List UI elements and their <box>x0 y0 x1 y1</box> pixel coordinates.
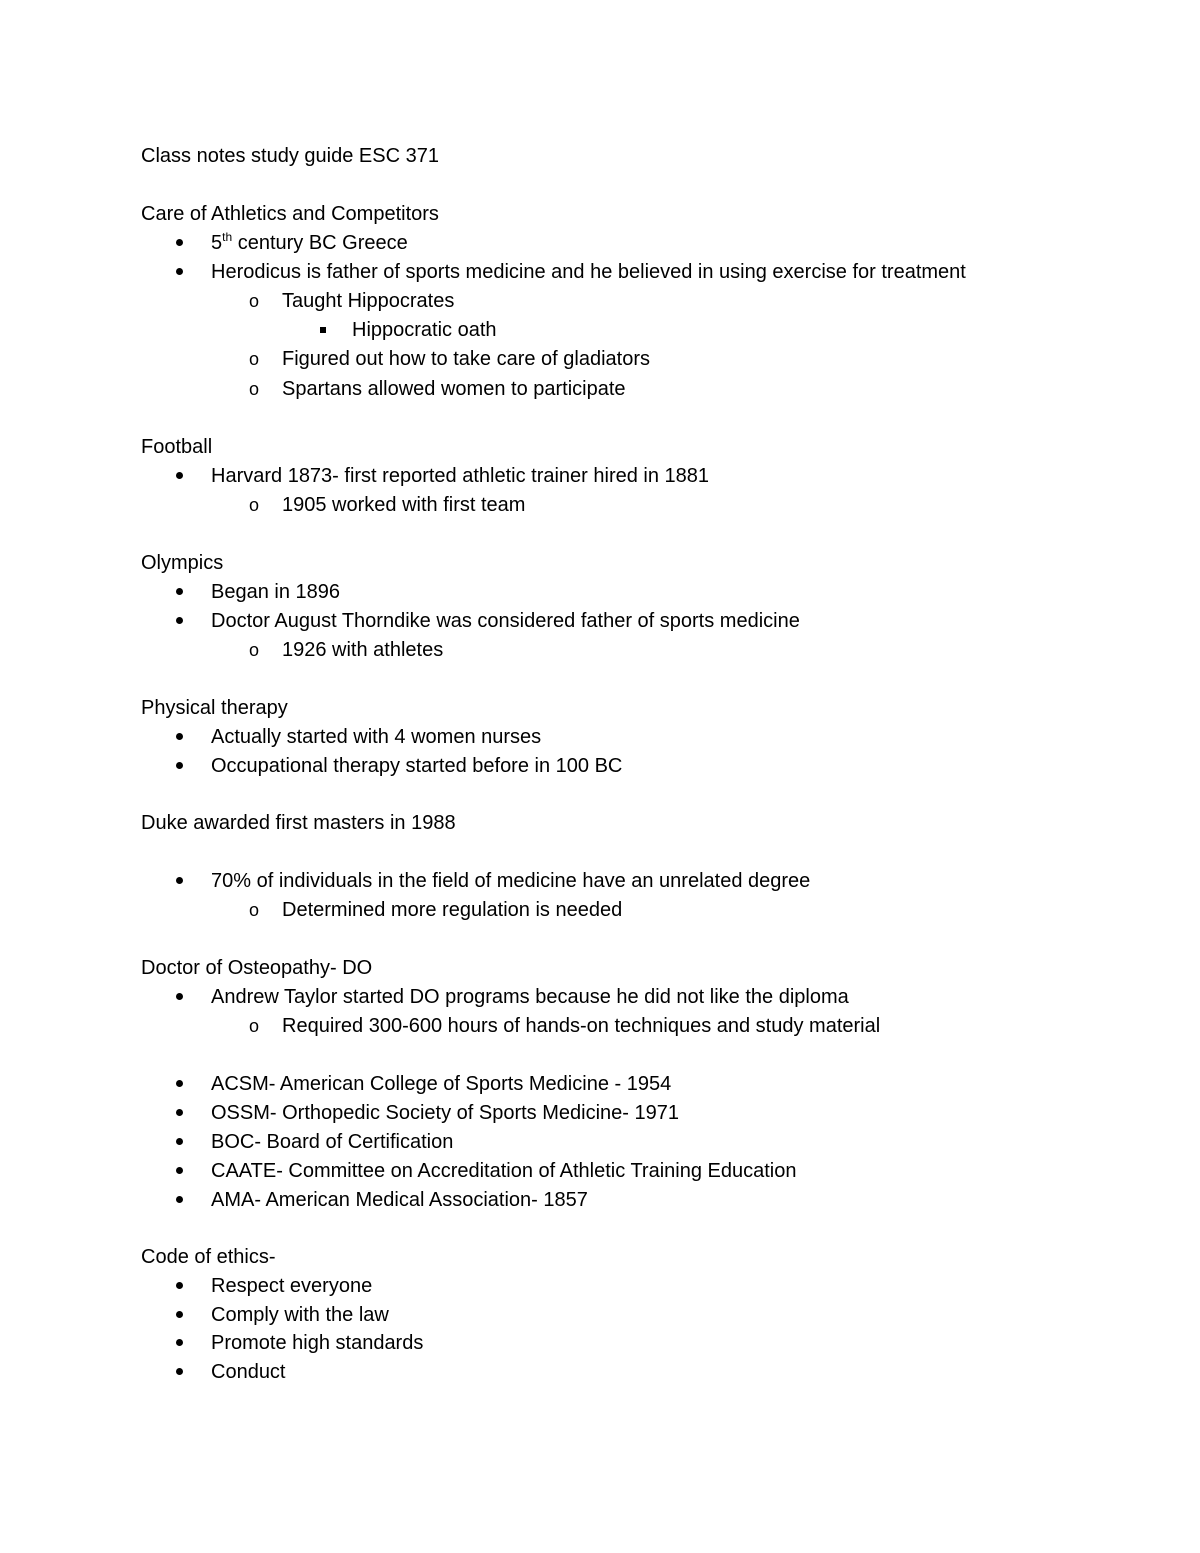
list-item <box>0 1099 1200 1127</box>
list-item-text: BOC- Board of Certification <box>211 1131 454 1153</box>
list-subitem-text: Spartans allowed women to participate <box>282 378 626 400</box>
list-item-text <box>211 229 408 257</box>
bullet-circle: o <box>248 291 259 311</box>
list-item-text: Actually started with 4 women nurses <box>211 726 542 748</box>
list-item-text: Respect everyone <box>211 1275 373 1297</box>
do-heading-text: Doctor of Osteopathy- DO <box>141 957 373 979</box>
section-heading-care <box>0 200 1200 228</box>
list-item-text: ACSM- American College of Sports Medicine - 1954 <box>211 1073 672 1095</box>
list-subitem-text: Taught Hippocrates <box>282 290 455 312</box>
bullet-circle: o <box>248 349 259 369</box>
list-item <box>0 752 1200 780</box>
bullet-circle: o <box>248 495 259 515</box>
list-item-text: Conduct <box>211 1361 286 1383</box>
list-item-text: Harvard 1873- first reported athletic trainer hired in 1881 <box>211 465 710 487</box>
list-item-text-part: century BC Greece <box>232 232 408 254</box>
bullet-circle: o <box>248 1016 259 1036</box>
list-subitem-text: Required 300-600 hours of hands-on techniques and study material <box>282 1015 881 1037</box>
list-item-text: OSSM- Orthopedic Society of Sports Medicine- 1971 <box>211 1102 679 1124</box>
list-item-text: Comply with the law <box>211 1304 389 1326</box>
document-title: Class notes study guide ESC 371 <box>141 145 439 167</box>
pt-heading-text: Physical therapy <box>141 697 288 719</box>
list-item <box>0 258 1200 286</box>
list-subitem <box>0 375 1200 403</box>
superscript: th <box>222 230 233 244</box>
list-item-text: Andrew Taylor started DO programs because he did not like the diploma <box>211 986 849 1008</box>
list-item <box>0 867 1200 895</box>
list-item-text: Occupational therapy started before in 100 BC <box>211 755 623 777</box>
section-heading-ethics <box>0 1243 1200 1271</box>
bullet-circle: o <box>248 640 259 660</box>
list-item <box>0 1070 1200 1098</box>
list-subitem <box>0 896 1200 924</box>
list-item <box>0 1272 1200 1300</box>
section-heading-physical-therapy <box>0 694 1200 722</box>
list-subitem-text: Determined more regulation is needed <box>282 899 623 921</box>
list-item-text: Promote high standards <box>211 1332 424 1354</box>
section-heading-duke <box>0 809 1200 837</box>
list-subsubitem-text: Hippocratic oath <box>352 319 497 341</box>
list-item <box>0 1358 1200 1386</box>
list-subitem-text: 1926 with athletes <box>282 639 444 661</box>
list-item-text: Herodicus is father of sports medicine and he believed in using exercise for treatment <box>211 261 966 283</box>
list-item <box>0 462 1200 490</box>
list-item-text: Doctor August Thorndike was considered father of sports medicine <box>211 610 800 632</box>
ethics-heading-text: Code of ethics- <box>141 1246 276 1268</box>
duke-heading-text: Duke awarded first masters in 1988 <box>141 812 456 834</box>
list-subitem-text: 1905 worked with first team <box>282 494 526 516</box>
care-heading-text: Care of Athletics and Competitors <box>141 203 439 225</box>
list-subitem <box>0 287 1200 315</box>
list-item-text: 70% of individuals in the field of medicine have an unrelated degree <box>211 870 811 892</box>
list-item <box>0 1329 1200 1357</box>
list-subsubitem <box>0 316 1200 344</box>
list-subitem <box>0 345 1200 373</box>
list-item <box>0 229 1200 257</box>
list-subitem-text: Figured out how to take care of gladiators <box>282 348 650 370</box>
list-item <box>0 1186 1200 1214</box>
olympics-heading-text: Olympics <box>141 552 224 574</box>
section-heading-football <box>0 433 1200 461</box>
list-item-text-part: 5 <box>211 232 223 254</box>
list-subitem <box>0 1012 1200 1040</box>
football-heading-text: Football <box>141 436 213 458</box>
document-title-line <box>0 142 1200 170</box>
list-item <box>0 607 1200 635</box>
list-item <box>0 578 1200 606</box>
list-item <box>0 983 1200 1011</box>
list-item <box>0 1301 1200 1329</box>
list-item-text: Began in 1896 <box>211 581 341 603</box>
list-item <box>0 723 1200 751</box>
list-item <box>0 1128 1200 1156</box>
list-subitem <box>0 636 1200 664</box>
bullet-circle: o <box>248 900 259 920</box>
list-item-text: CAATE- Committee on Accreditation of Athletic Training Education <box>211 1160 797 1182</box>
list-item-text: AMA- American Medical Association- 1857 <box>211 1189 588 1211</box>
bullet-circle: o <box>248 379 259 399</box>
list-subitem <box>0 491 1200 519</box>
section-heading-osteopathy <box>0 954 1200 982</box>
list-item <box>0 1157 1200 1185</box>
section-heading-olympics <box>0 549 1200 577</box>
